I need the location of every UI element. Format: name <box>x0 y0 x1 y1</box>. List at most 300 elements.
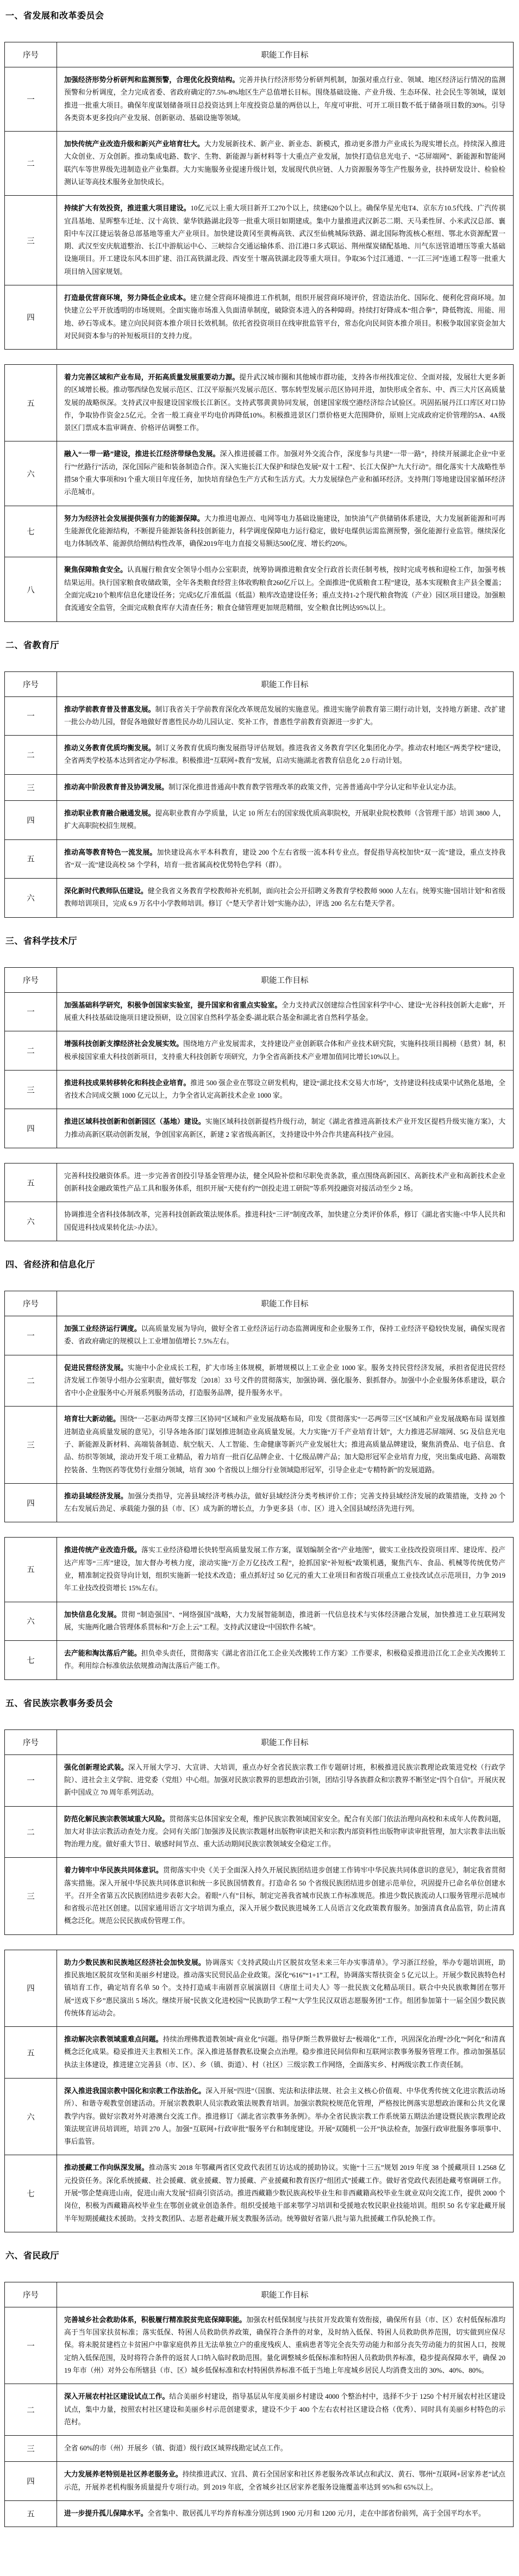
page-break <box>4 1522 514 1537</box>
goal-text: 深入推进援疆工作。加强对外交流合作，深度参与共建“一带一路”，持续开展湖北企业“中亚行”“丝路行”活动，深化国际产能和装备制造合作。深入实施长江大保护和绿色发展“双十工程”、长江大保护“九大行动”。细化落实十大战略性举措58个重大事项和91个重大项目年度任务，加快培育绿色生产方式和生活方式。大力发展绿色产业和循环经济。支持荆门等地建设国家循环经济示范城市。 <box>64 450 505 496</box>
section-table <box>4 967 514 1241</box>
goal-paragraph <box>64 2391 505 2429</box>
goal-text: 大力推进电源点、电网等电力基础设施建设，加快油气产供储销体系建设，大力发展新能源和可再生能源优化能源结构，不断提升能源装备科技创新能力，科学调度保障电力运行稳定，做好电煤供运需监测预警，强化能源行业监管。继续深化电力体制改革、能源供给侧结构性改革，确保2019年电力直接交易额达500亿度、增长约20%。 <box>64 514 506 548</box>
table-row <box>4 196 514 285</box>
page-break <box>4 1935 514 1950</box>
goal-bold: 推进科技成果转移转化和科技企业培育。 <box>64 1079 191 1087</box>
goal-cell <box>57 1031 513 1070</box>
goal-bold: 加快传统产业改造升级和新兴产业培育壮大。 <box>64 140 204 148</box>
goal-paragraph <box>64 1957 505 2020</box>
goal-cell <box>57 285 513 349</box>
goal-paragraph <box>64 74 505 125</box>
goal-paragraph <box>64 292 505 343</box>
goal-cell <box>57 365 513 441</box>
goal-bold: 聚焦保障粮食安全。 <box>64 566 128 574</box>
row-number: 四 <box>27 314 35 322</box>
table-row <box>4 285 514 350</box>
goal-cell <box>57 1484 513 1522</box>
column-header-goal: 职能工作目标 <box>261 680 309 689</box>
row-number: 七 <box>27 2190 35 2199</box>
row-number: 三 <box>27 237 35 246</box>
row-number: 五 <box>27 855 35 864</box>
goal-cell <box>57 1316 513 1355</box>
row-number-cell <box>5 1407 57 1483</box>
goal-cell <box>57 2384 513 2435</box>
goal-text: 结合美丽乡村建设，指导基层从年度美丽乡村建设 4000 个整治村中，选择不少于 1250 个村开展农村社区建设试点，集中力量，按照农村社区建设和美丽乡村示范创建要求，建设不少于 400 个左右农村社区建设合格（优秀）、同时具有美丽乡村特色的示范村。 <box>64 2393 506 2426</box>
row-number: 五 <box>27 1179 35 1188</box>
table-row <box>4 801 514 840</box>
table-row <box>4 2436 514 2462</box>
goal-text: 大力发展新技术、新产业、新业态、新模式，推动更多潜力产业成长为现实增长点。持续深入推进大众创业、万众创新。推动集成电路、数字、生物、新能源与新材料等十大重点产业发展，加快打造信息光电子、“芯屏端网”、新能源和智能网联汽车等世界级先进制造业产业集群。大力实施服务业提速升级计划，发展现代供应链、人力资源服务等生产性服务业，扶持研发设计、检验检测认证等高技术服务业加快成长。 <box>64 140 506 186</box>
row-number-cell <box>5 1755 57 1806</box>
goal-bold: 融入“一带一路”建设，推进长江经济带绿色发展。 <box>64 450 220 458</box>
goal-paragraph <box>64 1544 505 1595</box>
row-number-cell <box>5 775 57 800</box>
table-row <box>4 2079 514 2155</box>
goal-paragraph <box>64 2085 505 2148</box>
goal-cell <box>57 67 513 131</box>
row-number-cell <box>5 1950 57 2026</box>
row-number: 二 <box>27 1828 35 1837</box>
page-break <box>4 350 514 364</box>
goal-paragraph <box>64 448 505 499</box>
row-number: 六 <box>27 470 35 479</box>
section <box>4 1258 515 1680</box>
table-row <box>4 840 514 879</box>
goal-cell <box>57 2155 513 2231</box>
goal-bold: 强化创新理论武装。 <box>64 1763 128 1771</box>
row-number-cell <box>5 1202 57 1241</box>
row-number: 四 <box>27 1984 35 1994</box>
section <box>4 1696 515 2232</box>
section-title: 二、省教育厅 <box>5 640 60 650</box>
table-row <box>4 364 514 441</box>
goal-text: 加快建设高水平本科教育，建设 200 个左右省级一流本科专业点。督促指导高校加快“双一流”建设，重点支持我省“双一流”建设高校 58 个学科，培育一批省属高校优势特色学科（群）。 <box>64 848 505 869</box>
goal-text: 全省集中、散居孤儿平均养育标准分别达到 1900 元/月和 1200 元/月，走在中部省份前列，高于全国平均水平。 <box>147 2509 485 2517</box>
goal-bold: 完善城乡社会救助体系，积极履行精准脱贫兜底保障职能。 <box>64 2316 247 2324</box>
section <box>4 9 515 622</box>
section-title: 一、省发展和改革委员会 <box>5 11 104 21</box>
section <box>4 934 515 1241</box>
goal-text: 贯彻 “制造强国”、“网络强国”战略，大力发展智能制造，推进新一代信息技术与实体经济融合发展，加快推进工业互联网发展，实施两化融合管理体系贯标和“万企上云”工程。支持武汉建设“中国软件名城”。 <box>64 1610 506 1631</box>
table-header-row <box>4 671 514 697</box>
goal-paragraph <box>64 513 505 551</box>
goal-paragraph <box>64 742 505 768</box>
goal-bold: 推动高中阶段教育普及协调发展。 <box>64 783 168 791</box>
goal-bold: 推动解决宗教领域重难点问题。 <box>64 2036 163 2044</box>
goal-bold: 努力为经济社会发展提供强有力的能源保障。 <box>64 514 204 522</box>
goal-text: 担负牵头责任，贯彻落实《湖北省沿江化工企业关改搬转工作方案》工作要求，积极稳妥推进沿江化工企业关改搬转工作。利用综合标准依法依规推动淘汰落后产能工作。 <box>64 1650 506 1670</box>
table-row <box>4 441 514 506</box>
row-number-cell <box>5 132 57 195</box>
section-title: 六、省民政厅 <box>5 2251 60 2261</box>
goal-text: 贯彻落实总体国家安全观，维护民族宗教领域国家安全。配合有关部门依法治理向高校和未成年人传教问题，加大对非法宗教活动查处力度。会同有关部门加强涉及民族宗教题材出版物审读把关和宗教内部资料性出版物审读审批管理，加大宗教非法出版物治理力度。做好重大节日、敏感时间节点、重大活动期间民族宗教领域安全稳定工作。 <box>64 1815 506 1849</box>
goal-cell <box>57 1355 513 1407</box>
row-number: 五 <box>27 2510 35 2519</box>
column-header-number: 序号 <box>5 2282 57 2307</box>
goal-bold: 防范化解民族宗教领域重大风险。 <box>64 1815 170 1823</box>
goal-bold: 推动学前教育普及普惠发展。 <box>64 705 155 713</box>
goal-text: 认真履行粮食安全领导小组办公室职责，统筹协调推进粮食安全行政首长责任制考核，按时完成考核和迎检工作，加强考核结果运用。执行国家粮食收储政策，全年各类粮食经营主体收购粮食260亿斤以上。全面推进“优质粮食工程”建设，基本实现粮食主产县全覆盖；全面完成210个粮库信息化建设任务；完成5亿斤准低温（低温）粮库改造建设任务；重点支持1-2个现代粮食物流（产业）园区项目建设。加强粮食流通安全监管，全面完成粮食库存大清查任务；粮食仓储管理更加规范精细，安全粮食比例达95%以上。 <box>64 566 506 612</box>
row-number: 一 <box>27 96 35 105</box>
goal-bold: 加强工业经济运行调度。 <box>64 1325 141 1333</box>
table-row <box>4 1202 514 1241</box>
row-number: 五 <box>27 2049 35 2058</box>
goal-paragraph <box>64 2162 505 2225</box>
row-number: 八 <box>27 586 35 595</box>
goal-paragraph <box>64 371 505 434</box>
goal-bold: 大力发展养老特别是社区养老服务业。 <box>64 2471 183 2479</box>
row-number-cell <box>5 1641 57 1679</box>
goal-bold: 推进区域科技创新和创新园区（基地）建设。 <box>64 1118 205 1126</box>
goal-cell <box>57 2436 513 2461</box>
table-row <box>4 1484 514 1523</box>
goal-paragraph <box>64 1362 505 1400</box>
row-number-cell <box>5 2436 57 2461</box>
goal-text: 推动落实 2018 年鄂藏两省区党政代表团互访达成的援助协议。实施“十三五”规划 2019 年度 38 个援藏项目 1.2568 亿元投资任务。深化系统援藏、社会援藏、就业援藏、智力援藏、产业援藏和教育医疗“组团式”援藏工作。做好省党政代表团赴藏考察调研工作。开展“鄂企楚商进山南，促进山南大发展”招商引资活动。推进西藏籍少数民族高校毕业生和非西藏籍高校毕业生就业双向交流工作，提供 2000 个岗位，积极为西藏籍高校毕业生在鄂创业就业创造条件。组织受援地干部来鄂学习培训和受援地农牧民职业技能培训。组织 50 名专家赴藏开展半年短期援藏技术援助。支持支教团队、志愿者赴藏开展支教服务活动。统筹做好省第八批与第九批援藏工作队轮换工作。 <box>64 2164 506 2223</box>
goal-cell <box>57 1858 513 1934</box>
goal-text: 制订我省关于学前教育深化改革规范发展的实施意见。推进实施学前教育第三期行动计划，支持地方新建、改扩建一批公办幼儿园，督促各地做好普惠性民办幼儿园认定、奖补工作，普惠性学前教育资源进一步扩大。 <box>64 705 506 726</box>
row-number-cell <box>5 2462 57 2500</box>
table-row <box>4 697 514 736</box>
section <box>4 638 515 918</box>
section-title: 三、省科学技术厅 <box>5 936 78 946</box>
table-row <box>4 1109 514 1148</box>
row-number: 七 <box>27 528 35 537</box>
row-number: 六 <box>27 894 35 903</box>
table-row <box>4 132 514 196</box>
goal-paragraph <box>64 999 505 1025</box>
goal-text: 实施区域科技创新提档升级行动，制定《湖北省推进高新技术产业开发区提档升级实施方案》，大力推动高新区联动创新发展，争创国家高新区，新建 2 家省级高新区，支持建设中外合作共建高科技产业园。 <box>64 1118 505 1138</box>
row-number-cell <box>5 697 57 736</box>
goal-text: 实施中小企业成长工程，扩大市场主体规模，新增规模以上工业企业 1000 家。服务支持民营经济发展，承担省促进民营经济发展工作领导小组办公室职责，做好鄂发〔2018〕33 号文件的贯彻落实，加强协调、强化服务、狠抓督办。加强中小企业服务体系建设，联合省中小企业服务中心开展系列服务活动，打造服务品牌，提升服务水平。 <box>64 1364 506 1397</box>
table-row <box>4 1407 514 1483</box>
table-row <box>4 993 514 1032</box>
table-row <box>4 67 514 132</box>
row-number: 四 <box>27 1499 35 1508</box>
column-header-goal: 职能工作目标 <box>261 1300 309 1309</box>
goal-paragraph <box>64 1762 505 1800</box>
row-number: 五 <box>27 1566 35 1575</box>
goal-bold: 持续扩大有效投资，推进重大项目建设。 <box>64 204 191 213</box>
goal-text: 深入开展“四进”（国旗、宪法和法律法规、社会主义核心价值观、中华优秀传统文化进宗教活动场所）、和谐寺观教堂创建活动。开展宗教教职人员宗教政策法规教育培训。加强宗教院校规范化管理，严格按比例落实思想政治课和公共文化课教学内容。做好宗教对外对港澳台交流工作。推进修订《湖北省宗教事务条例》。举办全省民族宗教工作系统第五期法治建设暨民族宗教理论政策法规宣讲员培训班，培训 270 人。加强“互联网+行政审批”服务平台和制度建设。开展“双随机一公开”执法检查，加强行政审批服务事项事中、事后监管。 <box>64 2087 505 2146</box>
table-header-row <box>4 967 514 993</box>
goal-text: 贯彻落实中央《关于全面深入持久开展民族团结进步创建工作铸牢中华民族共同体意识的意见》，制定我省贯彻落实措施。深入开展中华民族共同体意识和统一多民族国情教育。打造命名 50 个省级民族团结进步创建示范单位，巩固提升已命名单位创建水平。召开全省第五次民族团结进步表彰大会。着眼“八有”目标，制定完善我省城市民族工作标准规范。推进少数民族流动人口服务管理示范城市和省级示范社区创建。以国家通用语言文字培训为重点，深入开展少数民族进城务工人员语言文化政策教育服务。加强清真食品监管，防止清真概念泛化。规范公民民族成份管理工作。 <box>64 1866 506 1925</box>
row-number: 六 <box>27 1617 35 1627</box>
section-title: 四、省经济和信息化厅 <box>5 1260 96 1270</box>
goal-bold: 进一步提升孤儿保障水平。 <box>64 2509 148 2517</box>
column-header-number: 序号 <box>5 1291 57 1316</box>
row-number-cell <box>5 441 57 505</box>
goal-text: 加强分类指导，完善县域经济考核办法，做好县域经济分类考核评价工作；完善支持县域经济发展的政策措施，支持 20 个左右发展后劲足、承载能力强的县（市、区）成为新的增长点，力争更多县（市、区）进入全国县域经济先进行列。 <box>64 1492 506 1513</box>
row-number-cell <box>5 1109 57 1148</box>
row-number-cell <box>5 1316 57 1355</box>
goal-text: 围绕地方产业发展需求，支持建设产业创新联合体和产业技术研究院，实施科技项目揭榜（悬赏）制，积极承接国家重大科技创新项目，支持重大科技创新专项研究，力争全省高新技术产业增加值同比增长10%以上。 <box>64 1040 506 1061</box>
row-number: 二 <box>27 2406 35 2415</box>
row-number: 三 <box>27 1086 35 1095</box>
goal-bold: 深入开展农村社区建设试点工作。 <box>64 2393 170 2401</box>
goal-bold: 推动县域经济发展。 <box>64 1492 128 1500</box>
row-number: 六 <box>27 2113 35 2122</box>
table-row <box>4 736 514 775</box>
row-number: 四 <box>27 816 35 825</box>
goal-paragraph <box>64 1116 505 1141</box>
table-row <box>4 2501 514 2527</box>
goal-text: 10亿元以上重大项目新开工270个以上，续建620个以上。确保华星光电T4、京东方10.5代线、广汽传祺宜昌基地、星晖整车迁址、汉十高铁、蒙华铁路湖北段等一批重大项目如期建成。集中力量推进武汉新芯二期、天马柔性屏、小米武汉总部、襄阳中车汉江捷运装备总部基地等重大产业项目。加快建设黄冈至黄梅高铁、武汉至仙桃城际铁路、湖北国际物流核心枢纽、鄂北水资源配置一期、武汉至安庆航道整治、长江中游航运中心、三峡综合交通运输体系、沿江港口多式联运、荆州煤炭储配基地、川气东送管道增压等重大基础设施项目。开工建设东风本田扩建、沿江高铁湖北段、西安至十堰高铁湖北段等重大项目。争取36个过江通道、“一江三河”连通工程等一批重大项目纳入国家规划。 <box>64 204 505 276</box>
table-header-row <box>4 42 514 67</box>
row-number: 一 <box>27 712 35 721</box>
goal-bold: 着力完善区域和产业布局，开拓高质量发展重要动力源。 <box>64 374 240 382</box>
goal-bold: 加强经济形势分析研判和监测预警，合理优化投资结构。 <box>64 76 240 84</box>
goal-text: 提高职业教育办学质量，认定 10 所左右的国家级优质高职院校，开展职业院校教师（含管理干部）培训 3800 人，扩大高职院校招生规模。 <box>64 809 506 830</box>
goal-bold: 加强基础科学研究，积极争创国家实验室，提升国家和省重点实验室。 <box>64 1001 282 1009</box>
goal-paragraph <box>64 1170 505 1196</box>
goal-paragraph <box>64 138 505 189</box>
table-row <box>4 2384 514 2436</box>
row-number: 六 <box>27 1218 35 1227</box>
goal-cell <box>57 1163 513 1202</box>
goal-text: 协调推进全省科技体制改革，完善科技创新政策法规体系。推进科技“三评”制度改革，加快建立分类评价体系，修订《湖北省实施<中华人民共和国促进科技成果转化法>办法》。 <box>64 1211 505 1231</box>
goal-bold: 深入推进我国宗教中国化和宗教工作法治化。 <box>64 2087 206 2095</box>
row-number: 一 <box>27 1008 35 1017</box>
table-row <box>4 1641 514 1680</box>
table-row <box>4 1602 514 1641</box>
row-number-cell <box>5 1031 57 1070</box>
goal-text: 提升武汉城市圈和其他城市群功能，支持各市州找准定位、全面对接，发展壮大更多新的区域增长极。推动鄂西绿色发展示范区、江汉平原振兴发展示范区、鄂东转型发展示范区协同并进，加快形成全省东、中、西三大片区高质量发展的战略纵深。支持武汉申报建设国家级长江新区。支持武鄂黄黄协同发展，创建国家级空港经济综合试验区。巩固拓展丹江口库区对口协作，争取协作资金2.5亿元。全省一般工商业平均电价再降低10%。积极推进景区门票价格更大范围降价，原则上完成政府定价管理的5A、4A级景区门票成本监审调查、价格评估调整工作。 <box>64 374 506 432</box>
row-number: 一 <box>27 1777 35 1786</box>
page-break <box>4 1148 514 1163</box>
goal-text: 全力支持武汉创建综合性国家科学中心、建设“光谷科技创新大走廊”，开展重大科技基础设施项目建设预研，设立国家自然科学基金委-湖北联合基金和湖北省自然科学基金。 <box>64 1001 505 1022</box>
goal-cell <box>57 2307 513 2384</box>
goal-paragraph <box>64 2442 287 2455</box>
column-header-number: 序号 <box>5 1730 57 1754</box>
goal-cell <box>57 2079 513 2155</box>
row-number: 三 <box>27 783 35 793</box>
row-number-cell <box>5 1602 57 1641</box>
goal-cell <box>57 132 513 195</box>
row-number-cell <box>5 557 57 621</box>
column-header-goal: 职能工作目标 <box>261 976 309 985</box>
goal-paragraph <box>64 2468 505 2494</box>
goal-cell <box>57 1407 513 1483</box>
goal-paragraph <box>64 781 460 794</box>
section <box>4 2249 515 2527</box>
goal-paragraph <box>64 807 505 833</box>
goal-bold: 推动义务教育优质均衡发展。 <box>64 744 155 752</box>
table-row <box>4 1031 514 1071</box>
goal-text: 完善科技投融资体系。进一步完善省创投引导基金管理办法，健全风险补偿和尽职免责条款，重点围绕高新园区、高新技术产业和高新技术企业创新科技金融政策性产品工具和服务体系，组织开展“天使有约”“创投走进工研院”等系列投融资对接活动至少 2 场。 <box>64 1172 505 1193</box>
table-header-row <box>4 1729 514 1755</box>
goal-bold: 打造最优营商环境，努力降低企业成本。 <box>64 294 191 302</box>
goal-text: 推进 500 强企业在鄂设立研发机构，建设“湖北技术交易大市场”，支持建设科技成果中试熟化基地，全省技术合同成交额 1000 亿元以上，力争全省认定高新技术企业 1000 家。 <box>64 1079 505 1100</box>
row-number: 二 <box>27 1377 35 1386</box>
table-header-row <box>4 1291 514 1316</box>
row-number: 一 <box>27 1331 35 1341</box>
goal-text: 建立健全营商环境推进工作机制，组织开展营商环境评价，营造法治化、国际化、便利化营商环境。加快建立公平开放透明的市场规则。全面实施市场准入负面清单制度，破除资本进入的各种障碍。持续打好降成本“组合拳”，降低物流、用能、用地、砂石等成本。建立向民间资本推介项目长效机制。依托省投资项目在线审批监管平台，常态化向民间资本推介项目。积极争取国家资金加大对民间资本参与的补短板项目的支持力度。 <box>64 294 506 340</box>
goal-cell <box>57 441 513 505</box>
goal-cell <box>57 506 513 557</box>
row-number-cell <box>5 2384 57 2435</box>
table-row <box>4 1950 514 2027</box>
goal-text: 全省 60%的市（州）开展乡（镇、街道）级行政区域界线勘定试点工作。 <box>64 2444 287 2453</box>
row-number: 一 <box>27 2342 35 2351</box>
goal-paragraph <box>64 1209 505 1234</box>
column-header-number: 序号 <box>5 968 57 992</box>
row-number-cell <box>5 2307 57 2384</box>
goal-cell <box>57 879 513 917</box>
row-number-cell <box>5 801 57 839</box>
goal-bold: 培育壮大新动能。 <box>64 1415 121 1423</box>
row-number-cell <box>5 1484 57 1522</box>
goal-bold: 促进民营经济发展。 <box>64 1364 128 1372</box>
section-table <box>4 671 514 918</box>
goal-cell <box>57 1641 513 1679</box>
goal-cell <box>57 2462 513 2500</box>
goal-paragraph <box>64 1038 505 1063</box>
goal-text: 加强农村低保制度与扶贫开发政策有效衔接，确保所有县（市、区）农村低保标准均高于当年国家扶贫标准；落实低保、特困人员救助供养政策，确保符合条件的对象，及时纳入低保、特困人员救助供养范围，切实做到应保尽保。将未脱贫建档立卡贫困户中靠家庭供养且无法单独立户的重度残疾人、重病患者等完全丧失劳动能力和部分丧失劳动能力的贫困人口，按规定纳入低保范围，及时将符合条件的返贫人口纳入临时救助范围。量化调整城乡低保标准和特困人员救助供养标准，稳步提高保障水平，确保 2019 年市（州）对外公布所辖县（市、区）城乡低保标准和农村特困供养标准不低于当地上年度城乡居民人均消费支出的 30%、40%、80%。 <box>64 2316 506 2374</box>
row-number-cell <box>5 2027 57 2078</box>
goal-cell <box>57 697 513 736</box>
table-row <box>4 1755 514 1807</box>
column-header-goal: 职能工作目标 <box>261 2291 309 2300</box>
row-number-cell <box>5 840 57 879</box>
row-number-cell <box>5 993 57 1031</box>
table-header-row <box>4 2282 514 2307</box>
goal-bold: 增强科技创新支撑经济社会发展实效。 <box>64 1040 184 1048</box>
table-row <box>4 557 514 621</box>
goal-text: 健全我省义务教育学校教师补充机制，面向社会公开招聘义务教育学校教师 9000 人左右。统筹实施“国培计划”和省级教师培训项目，完成 6.9 万名中小学教师培训。修订《“楚天学者计划”实施办法》，评选 200 名左右楚天学者。 <box>64 887 506 908</box>
goal-paragraph <box>64 1813 505 1851</box>
section-title: 五、省民族宗教事务委员会 <box>5 1698 114 1708</box>
goal-paragraph <box>64 1864 505 1927</box>
goal-text: 持续推进武汉、宜昌、黄石全国居家和社区养老服务改革试点和武汉、黄石、鄂州“互联网+居家养老”试点示范，开展养老机构服务质量提升专项行动。到 2019 年底，全省城乡社区居家养老服务设施覆盖率达到 95%和 65%以上。 <box>64 2471 506 2491</box>
row-number-cell <box>5 1163 57 1202</box>
goal-cell <box>57 1602 513 1641</box>
column-header-goal: 职能工作目标 <box>261 51 309 60</box>
row-number-cell <box>5 196 57 285</box>
row-number: 七 <box>27 1656 35 1665</box>
row-number: 二 <box>27 1047 35 1056</box>
goal-paragraph <box>64 1490 505 1516</box>
goal-text: 制订深化推进普通高中教育教学管理改革的政策文件，完善普通高中学分认定和毕业认定办法。 <box>168 783 461 791</box>
goal-paragraph <box>64 2033 505 2071</box>
row-number-cell <box>5 2501 57 2527</box>
table-row <box>4 775 514 801</box>
section-table <box>4 42 514 622</box>
row-number: 三 <box>27 1441 35 1451</box>
goal-cell <box>57 1538 513 1601</box>
section-table <box>4 1729 514 2232</box>
row-number-cell <box>5 1355 57 1407</box>
row-number: 三 <box>27 2445 35 2454</box>
goal-cell <box>57 2501 513 2527</box>
goal-text: 持续治理佛教道教领域“商业化”问题。指导伊斯兰教界做好去“极端化”工作，巩固深化治理“沙化”“阿化”和清真概念泛化成果。稳妥推进天主教相关工作。深入推进基督教私设聚会点治理。稳步推进民间信仰和互联网宗教事务服务管理工作。推动加强基层执法主体建设，推进建立完善县（市、区）、乡（镇、街道）、村（社区）三级宗教工作网络，全面落实乡、村两级宗教工作责任制。 <box>64 2036 505 2069</box>
row-number-cell <box>5 365 57 441</box>
goal-cell <box>57 1071 513 1109</box>
row-number-cell <box>5 1071 57 1109</box>
goal-cell <box>57 2027 513 2078</box>
section-table <box>4 1291 514 1680</box>
table-row <box>4 879 514 918</box>
row-number-cell <box>5 67 57 131</box>
goal-paragraph <box>64 2507 485 2520</box>
goal-paragraph <box>64 2314 505 2377</box>
goal-cell <box>57 775 513 800</box>
goal-bold: 助力少数民族和民族地区经济社会加快发展。 <box>64 1958 205 1967</box>
row-number: 四 <box>27 2478 35 2487</box>
goal-text: 深入开展大学习、大宣讲、大培训，重点办好全省民族宗教工作专题研讨班，积极推进民族宗教理论政策进党校（行政学院）、进社会主义学院、进党委（党组）中心组。加强对民族宗教界的思想政治引领，团结引导各族群众和宗教界不断坚定“四个自信”。开展庆祝新中国成立 70 周年系列活动。 <box>64 1763 506 1797</box>
goal-bold: 加快信息化发展。 <box>64 1610 121 1619</box>
row-number: 三 <box>27 1893 35 1902</box>
goal-paragraph <box>64 1323 505 1348</box>
table-row <box>4 2462 514 2501</box>
goal-paragraph <box>64 1609 505 1634</box>
goal-cell <box>57 1755 513 1806</box>
table-row <box>4 1537 514 1602</box>
goal-bold: 推进传统产业改造升级。 <box>64 1546 142 1554</box>
goal-cell <box>57 1950 513 2026</box>
goal-bold: 推动职业教育融合融通发展。 <box>64 809 155 817</box>
row-number-cell <box>5 285 57 349</box>
goal-cell <box>57 1109 513 1148</box>
goal-text: 围绕“一芯驱动两带支撑三区协同”区域和产业发展战略布局，印发《贯彻落实“一芯两带三区”区域和产业发展战略布局 谋划推进制造业高质量发展的意见》，引导各地各部门谋划推进制造业高质量发展。大力实施“万千产业培育计划”，大力推进芯屏端网、5G 及信息光电子、新能源及新材料、高端装备制造、航空航天、人工智能、生命健康等新兴产业发展壮大；推进高质量品牌建设，聚焦消费品、电子信息、食品、纺织等领域，滚动开发千项工业精品，着力培育一批百亿品牌企业、十亿级品牌产品；加大隐形冠军企业培育力度，突出集成电路、高端数控装备、生物医药等优势行业细分领域，培育 300 个省级以上细分行业领域隐形冠军，引导企业走“专精特新”的发展道路。 <box>64 1415 506 1474</box>
row-number: 二 <box>27 751 35 760</box>
table-row <box>4 1163 514 1203</box>
goal-paragraph <box>64 847 505 872</box>
goal-paragraph <box>64 1647 505 1673</box>
table-row <box>4 2027 514 2079</box>
goal-cell <box>57 993 513 1031</box>
column-header-goal: 职能工作目标 <box>261 1738 309 1747</box>
goal-cell <box>57 196 513 285</box>
goal-bold: 推动高等教育特色一流发展。 <box>64 848 157 856</box>
section-table <box>4 2282 514 2527</box>
column-header-number: 序号 <box>5 672 57 696</box>
table-row <box>4 506 514 558</box>
goal-bold: 去产能和淘汰落后产能。 <box>64 1650 141 1658</box>
row-number-cell <box>5 736 57 774</box>
table-row <box>4 1858 514 1934</box>
goal-text: 协调落实《支持武陵山片区脱贫攻坚未来三年办实事清单》。学习浙江经验，举办专题培训班，助推民族地区脱贫攻坚和美丽乡村建设。推动落实民贸民品企业政策。深化“616”“1+1”工程，协调落实帮扶资金 5 亿元以上。开展少数民族特色村镇培育工作，确定培育名单 50 个。支持打造咸丰南剧晋京展演剧目《唐崖土司夫人》等一批民族文化精品项目。联合中央民族歌舞团在鄂开展“送戏下乡”惠民演出 5 场次。继续开展“民族文化进校园”“民族助学工程”“大学生民汉双语志愿服务团”工作。组团参加第十一届全国少数民族传统体育运动会。 <box>64 1958 505 2017</box>
goal-paragraph <box>64 1413 505 1476</box>
row-number-cell <box>5 879 57 917</box>
column-header-number: 序号 <box>5 42 57 67</box>
row-number-cell <box>5 2155 57 2231</box>
table-row <box>4 2307 514 2384</box>
goal-cell <box>57 736 513 774</box>
goal-text: 制订义务教育优质均衡发展指导评估规划。推进我省义务教育学区化集团化办学。推动农村地区“两类学校”建设，全省两类学校基本达到省定办学标准。积极推进“互联网+教育”发展，启动实施湖北省教育信息化 2.0 行动计划。 <box>64 744 505 765</box>
goal-bold: 推动援藏工作向纵深发展。 <box>64 2164 149 2172</box>
goal-paragraph <box>64 885 505 911</box>
goal-paragraph <box>64 1077 505 1103</box>
row-number-cell <box>5 2079 57 2155</box>
goal-text: 完善并执行经济形势分析研判机制，加强对重点行业、领域、地区经济运行情况的监测预警和分析调度，全力完成省委、省政府确定的7.5%-8%地区生产总值增长目标。围绕基础设施、产业升级、生态环保、社会民生等领域，谋划推进一批重大项目。确保年度谋划储备项目总投资达到上年度投资总量的两倍以上，年度可审批、可开工项目数不低于储备项目数的30%。引导各类资本更多投向产业发展、创新驱动、基础设施等领域。 <box>64 76 506 122</box>
table-row <box>4 1355 514 1407</box>
row-number-cell <box>5 1858 57 1934</box>
table-row <box>4 1071 514 1110</box>
row-number: 二 <box>27 160 35 169</box>
goal-text: 以高质量发展为导向，做好全省工业经济运行动态监测调度和企业服务工作，保持工业经济平稳较快发展，确保实现省委、省政府确定的规模以上工业增加值增长 7.5%左右。 <box>64 1325 506 1346</box>
goal-paragraph <box>64 704 505 729</box>
goal-cell <box>57 840 513 879</box>
row-number: 四 <box>27 1125 35 1134</box>
goal-bold: 深化新时代教师队伍建设。 <box>64 887 148 895</box>
goal-cell <box>57 1807 513 1858</box>
goal-cell <box>57 801 513 839</box>
goal-paragraph <box>64 564 505 614</box>
goal-bold: 着力铸牢中华民族共同体意识。 <box>64 1866 163 1875</box>
row-number-cell <box>5 1807 57 1858</box>
